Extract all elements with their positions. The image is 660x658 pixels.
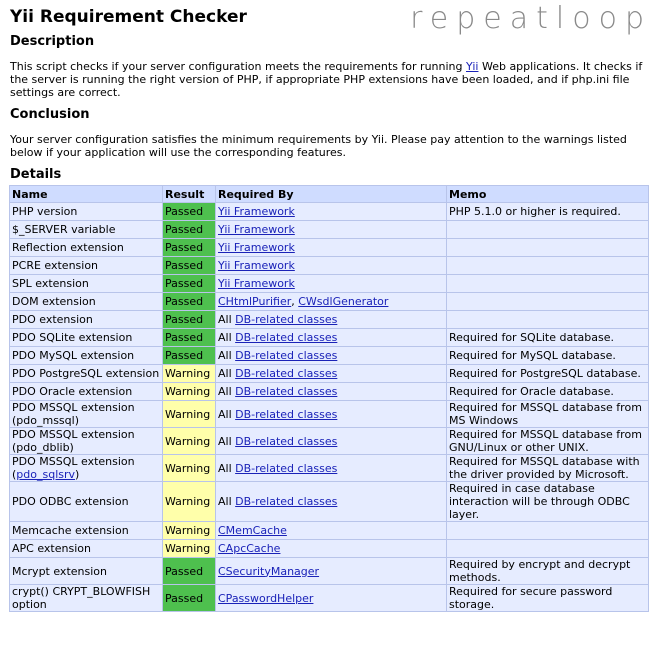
required-by-link[interactable]: DB-related classes xyxy=(235,385,338,398)
cell-required-by xyxy=(216,329,447,347)
requirement-name: Reflection extension xyxy=(12,241,124,254)
required-by-link[interactable]: DB-related classes xyxy=(235,495,338,508)
cell-name xyxy=(10,221,163,239)
cell-required-by xyxy=(216,347,447,365)
table-row xyxy=(10,275,649,293)
required-by-link[interactable]: Yii Framework xyxy=(218,241,295,254)
cell-name xyxy=(10,293,163,311)
required-by-prefix: All xyxy=(218,495,236,508)
requirement-name: Mcrypt extension xyxy=(12,564,107,578)
requirement-name: PHP version xyxy=(12,205,78,218)
required-by-link[interactable]: Yii Framework xyxy=(218,223,295,236)
required-by-link[interactable]: DB-related classes xyxy=(235,349,338,362)
cell-required-by xyxy=(216,257,447,275)
status-badge: Passed xyxy=(163,347,216,365)
requirement-name: PDO ODBC extension xyxy=(12,495,129,508)
cell-name xyxy=(10,401,163,428)
status-badge: Warning xyxy=(163,540,216,558)
table-row xyxy=(10,293,649,311)
cell-name xyxy=(10,428,163,455)
cell-memo: Required for secure password storage. xyxy=(447,585,649,612)
cell-name xyxy=(10,239,163,257)
cell-memo: PHP 5.1.0 or higher is required. xyxy=(447,203,649,221)
table-row xyxy=(10,239,649,257)
requirements-table xyxy=(9,185,649,612)
cell-name xyxy=(10,455,163,482)
requirement-name: PCRE extension xyxy=(12,259,99,272)
required-by-link[interactable]: DB-related classes xyxy=(235,407,338,421)
required-by-link[interactable]: DB-related classes xyxy=(235,461,338,475)
cell-required-by xyxy=(216,540,447,558)
required-by-link[interactable]: Yii Framework xyxy=(218,205,295,218)
table-row xyxy=(10,383,649,401)
repeatloop-logo: repeatloop xyxy=(410,1,652,36)
cell-memo: Required for PostgreSQL database. xyxy=(447,365,649,383)
cell-required-by xyxy=(216,293,447,311)
table-row xyxy=(10,257,649,275)
status-badge: Passed xyxy=(163,257,216,275)
description-text xyxy=(10,60,650,99)
column-header-memo: Memo xyxy=(447,186,649,203)
cell-name xyxy=(10,311,163,329)
description-text-part1: This script checks if your server configuration meets the requirements for running xyxy=(10,60,467,73)
table-row xyxy=(10,585,649,612)
requirement-name: PDO extension xyxy=(12,313,93,326)
cell-required-by xyxy=(216,401,447,428)
cell-required-by xyxy=(216,365,447,383)
required-by-prefix: All xyxy=(218,367,236,380)
required-by-link[interactable]: CMemCache xyxy=(218,524,287,537)
status-badge: Passed xyxy=(163,239,216,257)
status-badge: Warning xyxy=(163,401,216,428)
required-by-link[interactable]: CWsdlGenerator xyxy=(298,295,389,308)
required-by-prefix: All xyxy=(218,331,236,344)
required-by-prefix: All xyxy=(218,385,236,398)
requirement-name-suffix: ) xyxy=(75,468,80,481)
requirement-name: PDO SQLite extension xyxy=(12,331,133,344)
cell-required-by xyxy=(216,275,447,293)
status-badge: Warning xyxy=(163,522,216,540)
status-badge: Passed xyxy=(163,329,216,347)
required-by-link[interactable]: DB-related classes xyxy=(235,434,338,448)
table-row xyxy=(10,522,649,540)
requirement-name: crypt() CRYPT_BLOWFISH option xyxy=(12,585,151,611)
cell-name xyxy=(10,257,163,275)
requirement-name: Memcache extension xyxy=(12,524,129,537)
requirement-name: PDO Oracle extension xyxy=(12,385,133,398)
requirement-name: PDO MSSQL extension (pdo_dblib) xyxy=(12,428,135,454)
required-by-prefix: All xyxy=(218,407,236,421)
required-by-link[interactable]: Yii Framework xyxy=(218,277,295,290)
column-header-name: Name xyxy=(10,186,163,203)
cell-name xyxy=(10,585,163,612)
status-badge: Passed xyxy=(163,275,216,293)
required-by-link[interactable]: CHtmlPurifier xyxy=(218,295,292,308)
table-header-row xyxy=(10,186,649,203)
status-badge: Passed xyxy=(163,221,216,239)
status-badge: Passed xyxy=(163,203,216,221)
cell-name xyxy=(10,558,163,585)
cell-required-by xyxy=(216,585,447,612)
requirement-name: SPL extension xyxy=(12,277,89,290)
cell-memo: Required in case database interaction will be through ODBC layer. xyxy=(447,482,649,522)
status-badge: Warning xyxy=(163,383,216,401)
status-badge: Passed xyxy=(163,558,216,585)
yii-link[interactable]: Yii xyxy=(466,60,479,73)
status-badge: Warning xyxy=(163,428,216,455)
cell-memo: Required for MySQL database. xyxy=(447,347,649,365)
cell-memo xyxy=(447,522,649,540)
required-by-prefix: All xyxy=(218,349,236,362)
link-separator: , xyxy=(291,295,299,308)
cell-required-by xyxy=(216,203,447,221)
cell-memo: Required for SQLite database. xyxy=(447,329,649,347)
table-row xyxy=(10,329,649,347)
cell-required-by xyxy=(216,239,447,257)
status-badge: Warning xyxy=(163,482,216,522)
requirement-name: PDO MySQL extension xyxy=(12,349,135,362)
cell-required-by xyxy=(216,311,447,329)
cell-memo xyxy=(447,311,649,329)
cell-name xyxy=(10,383,163,401)
conclusion-heading: Conclusion xyxy=(10,107,90,122)
cell-name xyxy=(10,203,163,221)
cell-name xyxy=(10,365,163,383)
table-row xyxy=(10,558,649,585)
cell-required-by xyxy=(216,383,447,401)
required-by-link[interactable]: DB-related classes xyxy=(235,331,338,344)
cell-name xyxy=(10,540,163,558)
description-text-part2: Web applications. It checks if the server is running the right version of PHP, if appropriate PHP extensions have been loaded, and if php.ini file settings are correct. xyxy=(10,60,643,99)
cell-name xyxy=(10,522,163,540)
requirement-name: PDO PostgreSQL extension xyxy=(12,367,160,380)
requirement-name: PDO MSSQL extension (pdo_mssql) xyxy=(12,401,135,427)
status-badge: Warning xyxy=(163,455,216,482)
cell-memo: Required by encrypt and decrypt methods. xyxy=(447,558,649,585)
required-by-link[interactable]: Yii Framework xyxy=(218,259,295,272)
page-title: Yii Requirement Checker xyxy=(10,7,247,27)
status-badge: Passed xyxy=(163,585,216,612)
cell-required-by xyxy=(216,522,447,540)
cell-name xyxy=(10,482,163,522)
cell-memo: Required for MSSQL database with the driver provided by Microsoft. xyxy=(447,455,649,482)
requirement-name: DOM extension xyxy=(12,295,96,308)
cell-required-by xyxy=(216,558,447,585)
table-row xyxy=(10,311,649,329)
cell-memo xyxy=(447,275,649,293)
requirement-name: APC extension xyxy=(12,542,91,555)
cell-required-by xyxy=(216,428,447,455)
table-row xyxy=(10,455,649,482)
cell-memo: Required for MSSQL database from MS Windows xyxy=(447,401,649,428)
cell-memo xyxy=(447,540,649,558)
required-by-link[interactable]: CPasswordHelper xyxy=(218,591,314,605)
status-badge: Passed xyxy=(163,293,216,311)
requirement-name: $_SERVER variable xyxy=(12,223,116,236)
required-by-link[interactable]: CApcCache xyxy=(218,542,281,555)
requirement-name-link[interactable]: pdo_sqlsrv xyxy=(16,468,76,481)
table-row xyxy=(10,482,649,522)
required-by-prefix: All xyxy=(218,313,236,326)
table-row xyxy=(10,401,649,428)
column-header-required-by: Required By xyxy=(216,186,447,203)
table-row xyxy=(10,428,649,455)
table-row xyxy=(10,221,649,239)
required-by-prefix: All xyxy=(218,461,236,475)
cell-name xyxy=(10,347,163,365)
table-row xyxy=(10,347,649,365)
table-row xyxy=(10,365,649,383)
cell-required-by xyxy=(216,482,447,522)
cell-memo xyxy=(447,293,649,311)
table-row xyxy=(10,203,649,221)
cell-memo xyxy=(447,257,649,275)
cell-required-by xyxy=(216,221,447,239)
status-badge: Warning xyxy=(163,365,216,383)
table-row xyxy=(10,540,649,558)
cell-memo: Required for Oracle database. xyxy=(447,383,649,401)
required-by-link[interactable]: DB-related classes xyxy=(235,367,338,380)
requirement-name: PDO MSSQL extension ( xyxy=(12,455,135,481)
required-by-link[interactable]: DB-related classes xyxy=(235,313,338,326)
cell-memo: Required for MSSQL database from GNU/Linux or other UNIX. xyxy=(447,428,649,455)
table-body xyxy=(10,203,649,612)
cell-required-by xyxy=(216,455,447,482)
cell-name xyxy=(10,275,163,293)
details-heading: Details xyxy=(10,167,62,182)
cell-memo xyxy=(447,221,649,239)
required-by-prefix: All xyxy=(218,434,236,448)
description-heading: Description xyxy=(10,34,95,49)
column-header-result: Result xyxy=(163,186,216,203)
conclusion-text: Your server configuration satisfies the minimum requirements by Yii. Please pay attention to the warnings listed below if your application will use the corresponding features. xyxy=(10,133,627,159)
required-by-link[interactable]: CSecurityManager xyxy=(218,564,320,578)
cell-memo xyxy=(447,239,649,257)
status-badge: Passed xyxy=(163,311,216,329)
cell-name xyxy=(10,329,163,347)
